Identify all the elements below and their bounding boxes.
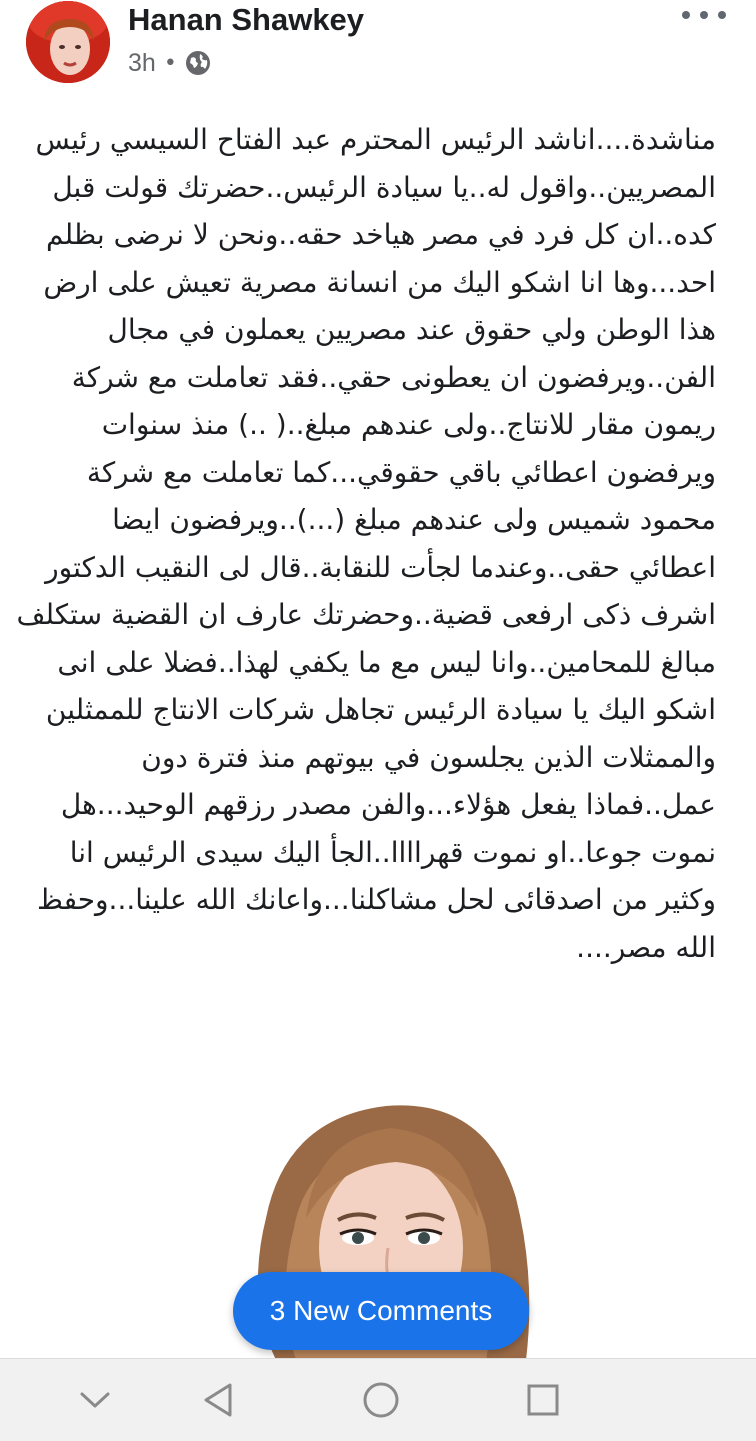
author-name[interactable]: Hanan Shawkey (128, 2, 365, 37)
post-text-line: ويرفضون اعطائي باقي حقوقي...كما تعاملت مع شركة (86, 455, 716, 489)
post-text-line: ريمون مقار للانتاج..ولى عندهم مبلغ..( ..) منذ سنوات (101, 408, 716, 441)
post-text-line: اعطائي حقى..وعندما لجأت للنقابة..قال لى النقيب الدكتور (45, 550, 716, 584)
post-text-line: المصريين..واقول له..يا سيادة الرئيس..حضرتك قولت قبل (52, 170, 716, 204)
new-comments-button[interactable]: 3 New Comments (233, 1272, 529, 1350)
post-text-line: عمل..فماذا يفعل هؤلاء...والفن مصدر رزقهم الوحيد...هل (60, 788, 716, 821)
post-text (16, 116, 716, 971)
recents-square-icon[interactable] (518, 1377, 568, 1423)
post-text-line: الفن..ويرفضون ان يعطونى حقي..فقد تعاملت مع شركة (71, 360, 716, 394)
back-triangle-icon[interactable] (193, 1377, 243, 1423)
chevron-down-icon[interactable] (70, 1377, 120, 1423)
post-text-line: كده..ان كل فرد في مصر هياخد حقه..ونحن لا نرضى بظلم (46, 218, 716, 251)
system-nav-bar (0, 1358, 756, 1441)
post-text-line: والممثلات الذين يجلسون في بيوتهم منذ فترة دون (141, 740, 716, 774)
post-header (0, 0, 756, 96)
post-text-line: احد...وها انا اشكو اليك من انسانة مصرية تعيش على ارض (43, 265, 716, 299)
more-horizontal-icon[interactable] (682, 2, 726, 28)
post-text-line: نموت جوعا..او نموت قهراااا..الجأ اليك سيدى الرئيس انا (69, 835, 716, 869)
post-time[interactable]: 3h (128, 48, 156, 77)
post-text-line: اشكو اليك يا سيادة الرئيس تجاهل شركات الانتاج للممثلين (45, 693, 716, 726)
home-circle-icon[interactable] (356, 1377, 406, 1423)
post-text-line: مبالغ للمحامين..وانا ليس مع ما يكفي لهذا..فضلا على انى (57, 645, 716, 679)
globe-icon[interactable] (185, 50, 211, 76)
post-text-line: محمود شميس ولى عندهم مبلغ (...)..ويرفضون ايضا (112, 503, 716, 536)
post-text-line: وكثير من اصدقائى لحل مشاكلنا...واعانك الله علينا...وحفظ (36, 883, 716, 916)
post-text-line: مناشدة....اناشد الرئيس المحترم عبد الفتاح السيسي رئيس (35, 123, 716, 156)
post-meta (128, 46, 211, 80)
avatar-image (26, 1, 110, 83)
meta-separator: • (163, 50, 177, 76)
post-text-line: الله مصر.... (576, 930, 716, 964)
avatar[interactable] (26, 1, 110, 83)
post-text-line: اشرف ذكى ارفعى قضية..وحضرتك عارف ان القضية ستكلف (16, 598, 716, 631)
post-text-line: هذا الوطن ولي حقوق عند مصريين يعملون في مجال (107, 313, 716, 346)
